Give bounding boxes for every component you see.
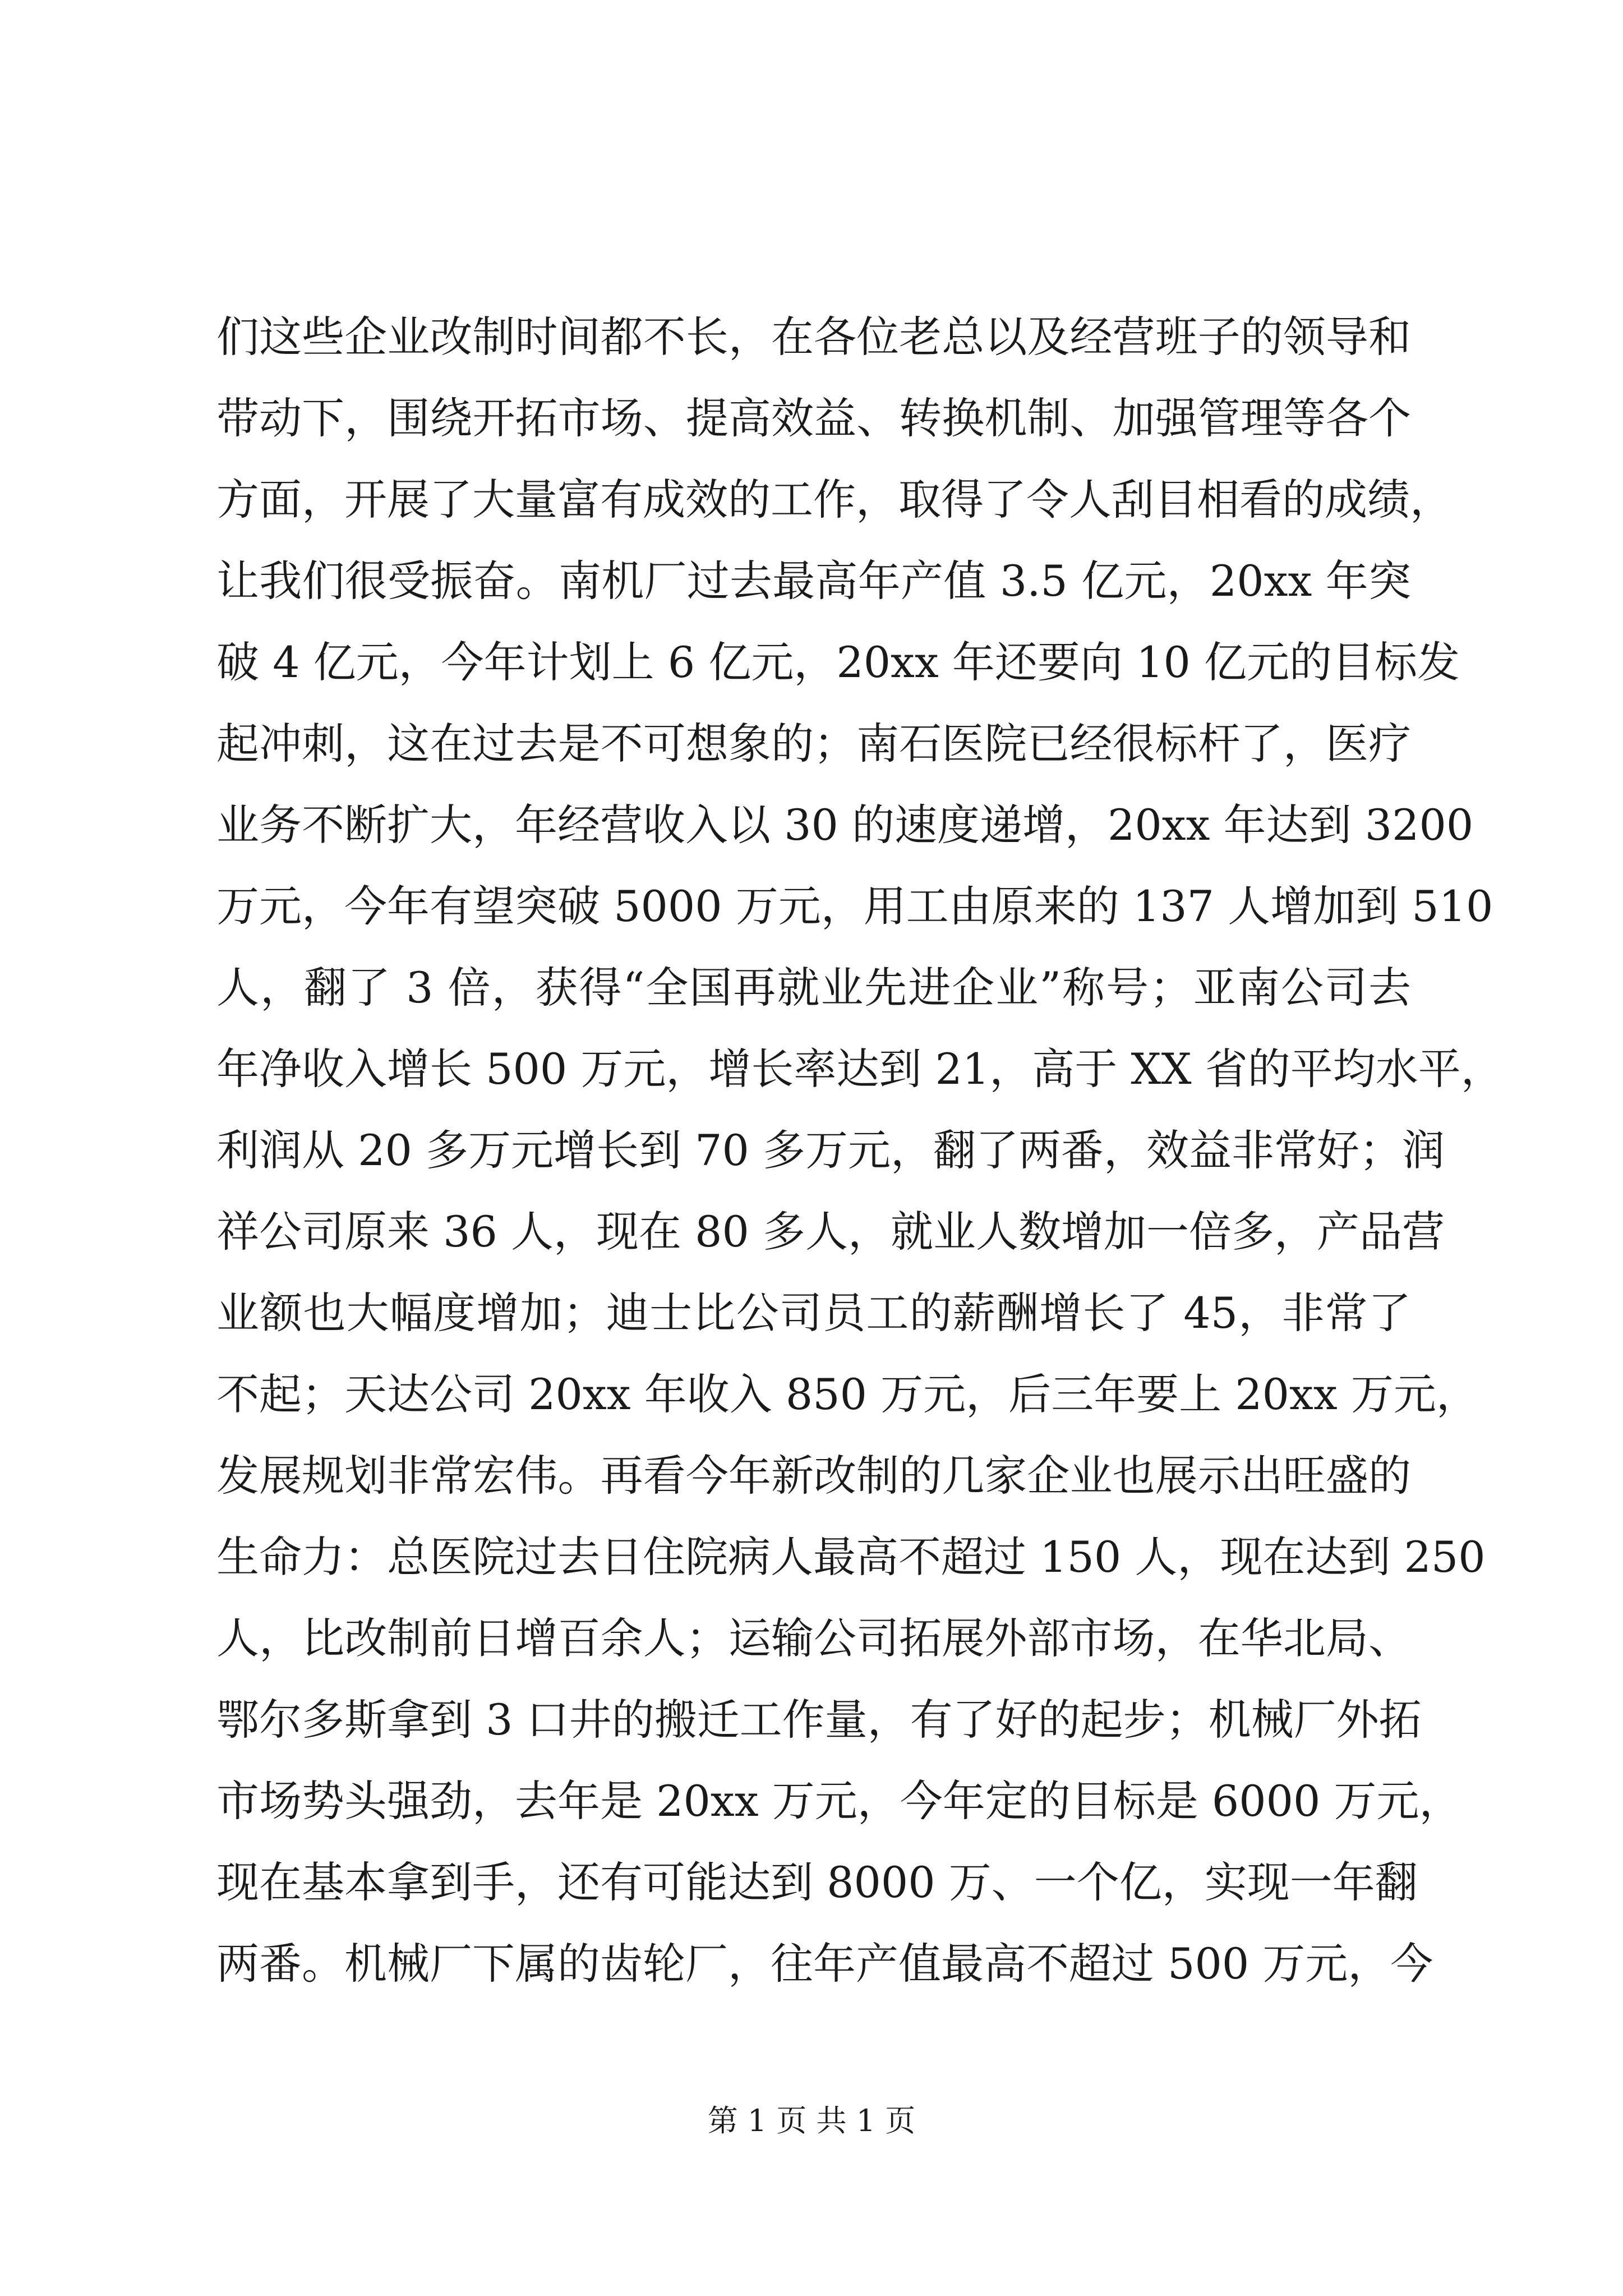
text-line: 祥公司原来 36 人，现在 80 多人，就业人数增加一倍多，产品营 [216,1207,1445,1257]
text-line: 们这些企业改制时间都不长，在各位老总以及经营班子的领导和 [216,312,1411,362]
text-line: 业务不断扩大，年经营收入以 30 的速度递增，20xx 年达到 3200 [216,800,1474,850]
text-line: 业额也大幅度增加；迪士比公司员工的薪酬增长了 45，非常了 [216,1288,1411,1338]
text-line: 人，翻了 3 倍，获得“全国再就业先进企业”称号；亚南公司去 [216,963,1411,1013]
text-line: 利润从 20 多万元增长到 70 多万元，翻了两番，效益非常好；润 [216,1125,1445,1175]
text-line: 带动下，围绕开拓市场、提高效益、转换机制、加强管理等各个 [216,393,1411,443]
text-line: 现在基本拿到手，还有可能达到 8000 万、一个亿，实现一年翻 [216,1857,1418,1907]
text-line: 年净收入增长 500 万元，增长率达到 21，高于 XX 省的平均水平， [216,1044,1504,1094]
text-line: 万元，今年有望突破 5000 万元，用工由原来的 137 人增加到 510 [216,881,1493,931]
text-line: 生命力：总医院过去日住院病人最高不超过 150 人，现在达到 250 [216,1532,1486,1582]
text-line: 发展规划非常宏伟。再看今年新改制的几家企业也展示出旺盛的 [216,1451,1411,1501]
text-line: 人，比改制前日增百余人；运输公司拓展外部市场，在华北局、 [216,1613,1411,1663]
text-line: 破 4 亿元，今年计划上 6 亿元，20xx 年还要向 10 亿元的目标发 [216,637,1460,687]
page-number-footer: 第 1 页 共 1 页 [707,2103,916,2138]
text-line: 两番。机械厂下属的齿轮厂，往年产值最高不超过 500 万元，今 [216,1939,1433,1989]
text-line: 鄂尔多斯拿到 3 口井的搬迁工作量，有了好的起步；机械厂外拓 [216,1695,1422,1745]
text-line: 市场势头强劲，去年是 20xx 万元，今年定的目标是 6000 万元， [216,1776,1462,1826]
body-paragraph [216,296,1504,2004]
text-line: 起冲刺，这在过去是不可想象的；南石医院已经很标杆了，医疗 [216,719,1411,769]
text-line: 方面，开展了大量富有成效的工作，取得了令人刮目相看的成绩， [216,475,1453,524]
text-line: 不起；天达公司 20xx 年收入 850 万元，后三年要上 20xx 万元， [216,1369,1479,1419]
text-line: 让我们很受振奋。南机厂过去最高年产值 3.5 亿元，20xx 年突 [216,556,1411,606]
